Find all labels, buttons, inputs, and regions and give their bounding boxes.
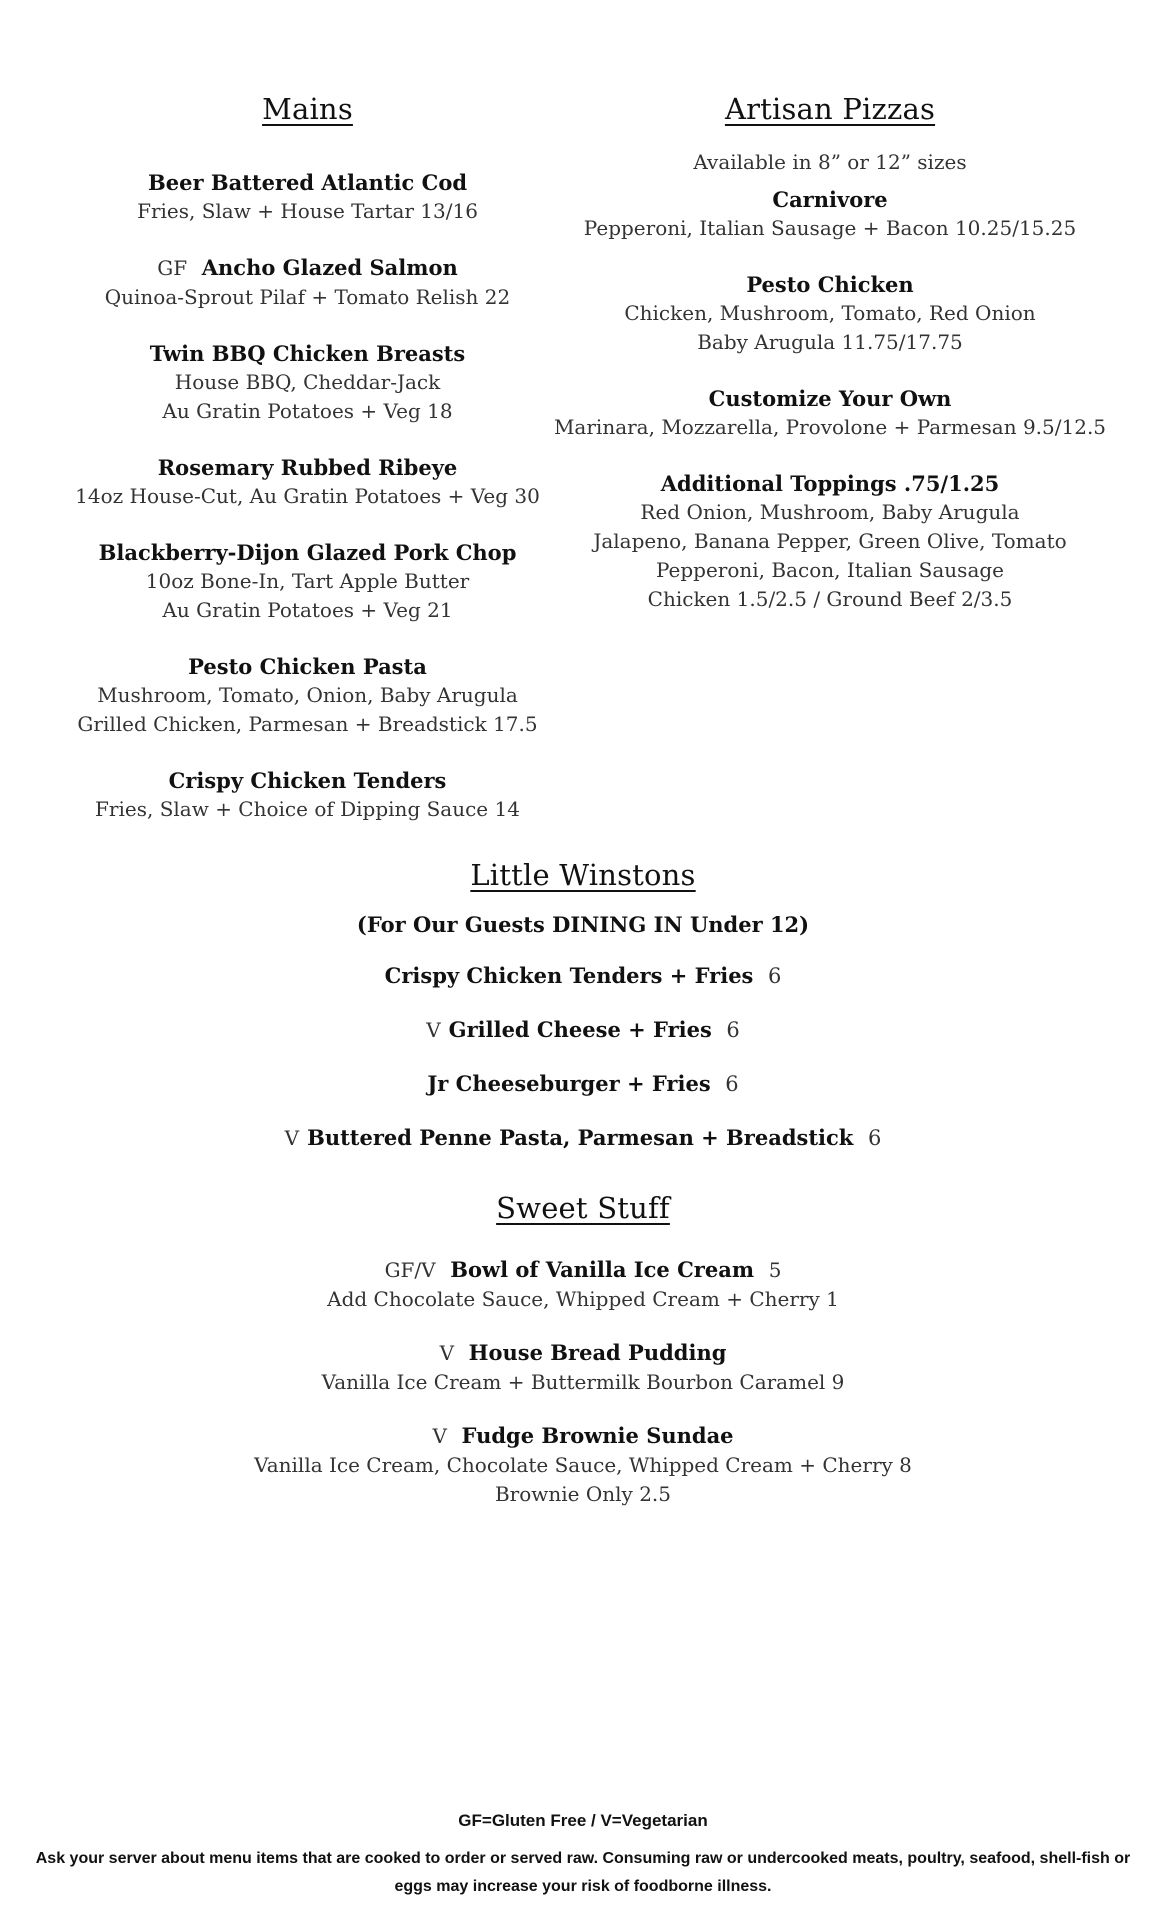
pizzas-section [545, 92, 1115, 614]
item-description: Chicken, Mushroom, Tomato, Red Onion [624, 301, 1036, 325]
dietary-tag: V [432, 1424, 447, 1448]
item-name: GF Ancho Glazed Salmon [157, 255, 458, 280]
item-description: House BBQ, Cheddar-Jack [174, 370, 441, 394]
raw-food-disclaimer: Ask your server about menu items that are cooked to order or served raw. Consuming raw or undercooked meats, poultry, seafood, shell-fish or eggs may increase your risk of foodborne illness. [35, 1850, 1131, 1895]
item-name: Customize Your Own [708, 386, 952, 411]
menu-item [0, 253, 615, 312]
item-description: Pepperoni, Italian Sausage + Bacon 10.25/15.25 [583, 216, 1077, 240]
item-name: Pesto Chicken Pasta [188, 654, 427, 679]
kids-subtitle: (For Our Guests DINING IN Under 12) [356, 912, 810, 937]
item-description: Vanilla Ice Cream, Chocolate Sauce, Whipped Cream + Cherry 8 [254, 1453, 912, 1477]
item-description: Fries, Slaw + House Tartar 13/16 [137, 199, 478, 223]
center-section [0, 858, 1166, 1509]
menu-item [545, 270, 1115, 357]
item-description: Au Gratin Potatoes + Veg 18 [162, 399, 453, 423]
item-description: Red Onion, Mushroom, Baby Arugula [640, 500, 1020, 524]
item-name: V House Bread Pudding [439, 1340, 727, 1365]
menu-item [0, 1338, 1166, 1397]
kids-section [0, 858, 1166, 1153]
item-price: 6 [725, 1072, 739, 1096]
item-name: Beer Battered Atlantic Cod [147, 170, 468, 195]
item-description: Add Chocolate Sauce, Whipped Cream + Cherry 1 [327, 1287, 839, 1311]
menu-item [0, 453, 615, 511]
item-price: 6 [867, 1126, 882, 1150]
item-description: Brownie Only 2.5 [494, 1482, 672, 1506]
menu-item [0, 339, 615, 426]
pizza-sizes-note: Available in 8” or 12” sizes [693, 150, 967, 174]
menu-item [545, 185, 1115, 243]
item-name: Carnivore [772, 187, 888, 212]
item-description: 14oz House-Cut, Au Gratin Potatoes + Veg 30 [75, 484, 540, 508]
kids-item: V Buttered Penne Pasta, Parmesan + Breadstick 6 [284, 1125, 882, 1150]
dietary-tag: V [439, 1341, 455, 1365]
menu-item [545, 384, 1115, 442]
item-name: Rosemary Rubbed Ribeye [157, 455, 458, 480]
item-price: 5 [768, 1258, 782, 1282]
footer [0, 1811, 1166, 1901]
dietary-legend: GF=Gluten Free / V=Vegetarian [458, 1811, 708, 1830]
mains-section [0, 92, 615, 824]
menu-item [0, 1421, 1166, 1509]
item-description: 10oz Bone-In, Tart Apple Butter [145, 569, 470, 593]
item-price: 6 [768, 964, 782, 988]
item-description: Mushroom, Tomato, Onion, Baby Arugula [97, 683, 518, 707]
item-description: Jalapeno, Banana Pepper, Green Olive, Tomato [593, 529, 1067, 553]
item-name: Additional Toppings .75/1.25 [660, 471, 1000, 496]
item-name: Blackberry-Dijon Glazed Pork Chop [98, 540, 517, 565]
item-description: Vanilla Ice Cream + Buttermilk Bourbon Caramel 9 [321, 1370, 845, 1394]
sweets-section [0, 1191, 1166, 1509]
kids-item: Jr Cheeseburger + Fries 6 [427, 1071, 739, 1096]
item-description: Quinoa-Sprout Pilaf + Tomato Relish 22 [104, 285, 511, 309]
kids-item: V Grilled Cheese + Fries 6 [426, 1017, 740, 1042]
item-description: Pepperoni, Bacon, Italian Sausage [655, 558, 1005, 582]
dietary-tag: V [426, 1018, 441, 1042]
item-name: Twin BBQ Chicken Breasts [149, 341, 466, 366]
dietary-tag: GF/V [384, 1258, 436, 1282]
item-price: 6 [726, 1018, 740, 1042]
menu-item [0, 1255, 1166, 1314]
dietary-tag: V [284, 1126, 300, 1150]
pizzas-title: Artisan Pizzas [724, 92, 936, 126]
item-name: Crispy Chicken Tenders [168, 768, 447, 793]
item-name: V Fudge Brownie Sundae [432, 1423, 734, 1448]
menu-item [0, 652, 615, 739]
kids-item: Crispy Chicken Tenders + Fries 6 [384, 963, 782, 988]
item-description: Baby Arugula 11.75/17.75 [697, 330, 963, 354]
item-description: Grilled Chicken, Parmesan + Breadstick 17.5 [77, 712, 538, 736]
item-description: Marinara, Mozzarella, Provolone + Parmesan 9.5/12.5 [553, 415, 1107, 439]
dietary-tag: GF [157, 256, 188, 280]
kids-title: Little Winstons [470, 858, 696, 892]
item-description: Chicken 1.5/2.5 / Ground Beef 2/3.5 [647, 587, 1013, 611]
menu-item [0, 766, 615, 824]
item-description: Fries, Slaw + Choice of Dipping Sauce 14 [95, 797, 520, 821]
item-description: Au Gratin Potatoes + Veg 21 [162, 598, 453, 622]
sweets-title: Sweet Stuff [496, 1191, 670, 1225]
menu-item [0, 168, 615, 226]
mains-title: Mains [262, 92, 353, 126]
menu-item [0, 538, 615, 625]
item-name: GF/V Bowl of Vanilla Ice Cream 5 [384, 1257, 782, 1282]
item-name: Pesto Chicken [746, 272, 914, 297]
menu-item [545, 469, 1115, 614]
